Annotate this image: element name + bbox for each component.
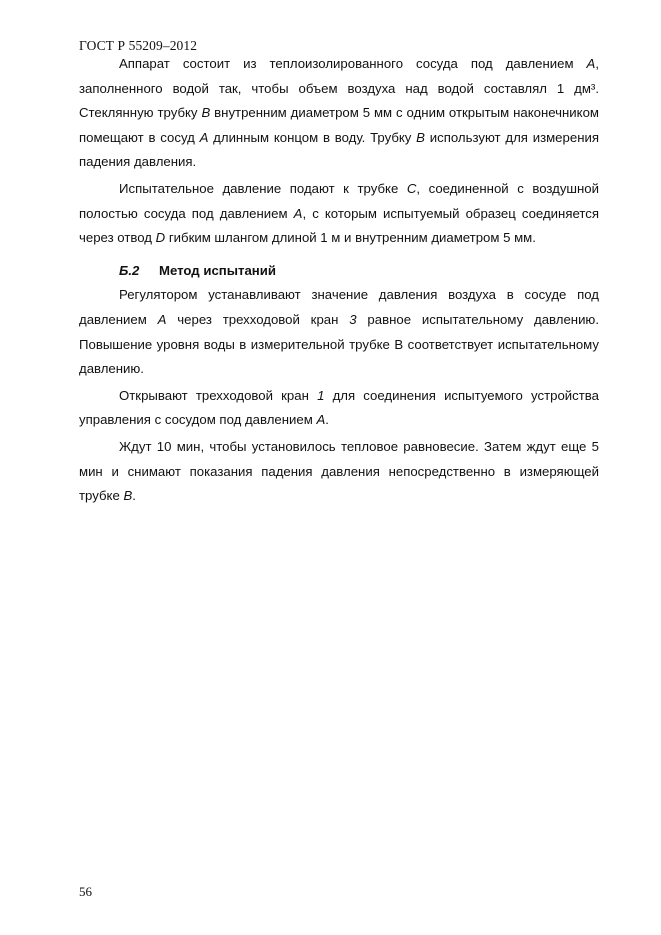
document-body: [79, 52, 599, 509]
section-heading: [79, 259, 599, 284]
section-number: Б.2: [119, 262, 140, 278]
document-header: ГОСТ Р 55209–2012: [79, 38, 198, 53]
paragraph-regulator: Регулятором устанавливают значение давления воздуха в сосуде под давлением A через трехходовой кран 3 равное испытательному давлению. Повышение уровня воды в измерительной трубке В соответствует испытательному давлению.: [79, 287, 599, 377]
paragraph-open-valve: Открывают трехходовой кран 1 для соединения испытуемого устройства управления с сосудом под давлением A.: [79, 387, 599, 428]
paragraph-apparatus: Аппарат состоит из теплоизолированного сосуда под давлением A, заполненного водой так, чтобы объем воздуха над водой составлял 1 дм³. Стеклянную трубку B внутренним диаметром 5 мм с одним открытым наконечником помещают в сосуд A длинным концом в воду. Трубку B используют для измерения падения давления.: [79, 56, 599, 170]
paragraph-test-pressure: Испытательное давление подают к трубке C, соединенной с воздушной полостью сосуда под давлением A, с которым испытуемый образец соединяется через отвод D гибким шлангом длиной 1 м и внутренним диаметром 5 мм.: [79, 180, 599, 246]
section-title: Метод испытаний: [159, 262, 276, 278]
page-number: 56: [79, 884, 92, 899]
paragraph-wait: Ждут 10 мин, чтобы установилось тепловое равновесие. Затем ждут еще 5 мин и снимают показания падения давления непосредственно в измеряющей трубке B.: [79, 438, 599, 504]
